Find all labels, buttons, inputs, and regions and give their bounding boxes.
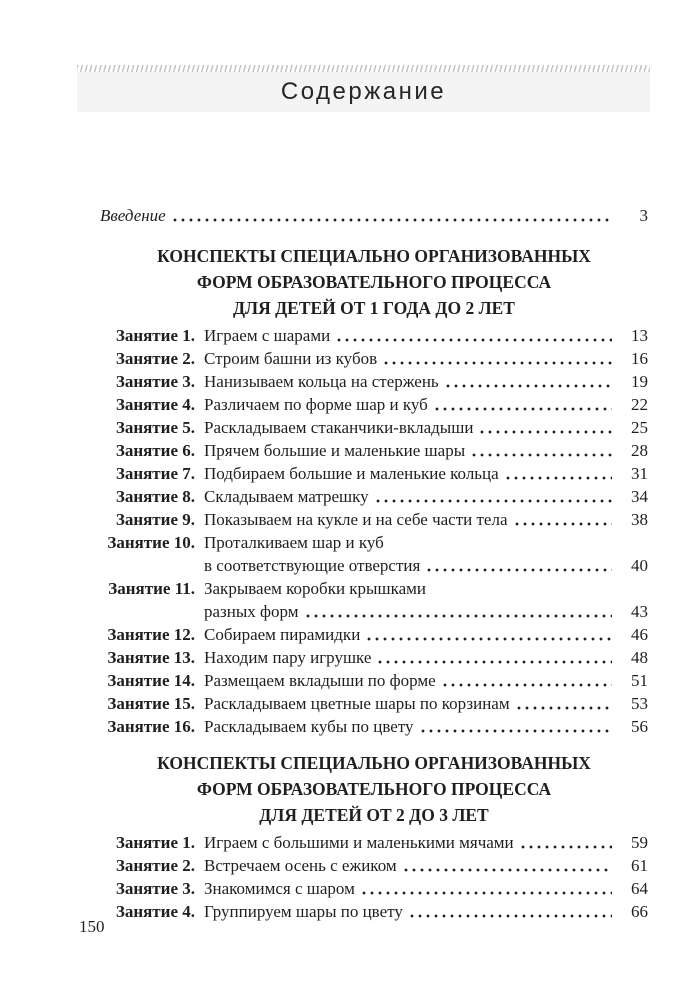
section-heading-line: ДЛЯ ДЕТЕЙ ОТ 2 ДО 3 ЛЕТ — [259, 805, 489, 825]
entry-label: Занятие 7. — [115, 464, 195, 483]
entry-label: Занятие 11. — [108, 579, 195, 598]
section-entries — [100, 831, 648, 923]
entry-page: 16 — [631, 349, 648, 368]
entry-label: Занятие 16. — [107, 717, 195, 736]
entry-page: 28 — [631, 441, 648, 460]
entry-page: 43 — [631, 602, 648, 621]
toc-entry — [100, 577, 648, 600]
entry-page: 19 — [631, 372, 648, 391]
entry-label: Занятие 4. — [115, 395, 195, 414]
entry-page: 66 — [631, 902, 648, 921]
toc-entry — [100, 324, 648, 347]
entry-page: 64 — [631, 879, 648, 898]
chapter-header — [77, 65, 650, 112]
entry-title: Играем с большими и маленькими мячами — [204, 833, 514, 852]
entry-title: Строим башни из кубов — [204, 349, 378, 368]
dot-leader — [470, 439, 612, 462]
entry-title: Играем с шарами — [204, 326, 331, 345]
entry-page: 61 — [631, 856, 648, 875]
entry-title: Проталкиваем шар и куб — [204, 533, 384, 552]
entry-label: Занятие 13. — [107, 648, 195, 667]
toc-entry — [100, 554, 648, 577]
entry-title: Раскладываем стаканчики-вкладыши — [204, 418, 474, 437]
toc-entry — [100, 416, 648, 439]
entry-label: Занятие 4. — [115, 902, 195, 921]
dot-leader — [408, 900, 612, 923]
entry-page: 56 — [631, 717, 648, 736]
dot-leader — [171, 204, 612, 227]
dot-leader — [304, 600, 612, 623]
toc-entry — [100, 393, 648, 416]
entry-label: Занятие 14. — [107, 671, 195, 690]
toc-entry — [100, 623, 648, 646]
toc-section — [100, 750, 648, 923]
toc-entry — [100, 646, 648, 669]
section-heading-line: КОНСПЕКТЫ СПЕЦИАЛЬНО ОРГАНИЗОВАННЫХ — [157, 753, 591, 773]
toc-entry — [100, 669, 648, 692]
section-heading-line: ФОРМ ОБРАЗОВАТЕЛЬНОГО ПРОЦЕССА — [196, 272, 552, 292]
entry-label: Занятие 2. — [115, 856, 195, 875]
dot-leader — [382, 347, 612, 370]
dot-leader — [376, 646, 612, 669]
toc-entry — [100, 715, 648, 738]
entry-page: 25 — [631, 418, 648, 437]
toc-section — [100, 243, 648, 738]
toc-entry — [100, 831, 648, 854]
toc-entry — [100, 370, 648, 393]
entry-title: Раскладываем кубы по цвету — [204, 717, 414, 736]
toc-entry — [100, 508, 648, 531]
toc-entry — [100, 347, 648, 370]
dot-leader — [441, 669, 612, 692]
entry-page: 38 — [631, 510, 648, 529]
dot-leader — [478, 416, 612, 439]
entry-label: Занятие 2. — [115, 349, 195, 368]
toc-entry — [100, 900, 648, 923]
entry-label: Занятие 10. — [107, 533, 195, 552]
dot-leader — [444, 370, 612, 393]
dot-leader — [425, 554, 612, 577]
entry-page: 40 — [631, 556, 648, 575]
entry-label: Занятие 1. — [115, 326, 195, 345]
entry-title: Прячем большие и маленькие шары — [204, 441, 466, 460]
entry-title: Собираем пирамидки — [204, 625, 361, 644]
toc-entry — [100, 485, 648, 508]
toc-entry — [100, 531, 648, 554]
entry-page: 53 — [631, 694, 648, 713]
entry-page: 59 — [631, 833, 648, 852]
entry-label: Занятие 3. — [115, 372, 195, 391]
dot-leader — [365, 623, 612, 646]
entry-title: Закрываем коробки крышками — [204, 579, 426, 598]
entry-title: Введение — [100, 206, 166, 225]
dot-leader — [374, 485, 612, 508]
page-title: Содержание — [280, 78, 447, 105]
section-heading — [100, 750, 648, 828]
dot-leader — [433, 393, 612, 416]
dot-leader — [360, 877, 612, 900]
header-band-body — [77, 72, 650, 112]
entry-title: Размещаем вкладыши по форме — [204, 671, 436, 690]
entry-title: Знакомимся с шаром — [204, 879, 355, 898]
section-heading — [100, 243, 648, 321]
section-heading-line: ДЛЯ ДЕТЕЙ ОТ 1 ГОДА ДО 2 ЛЕТ — [233, 298, 515, 318]
entry-label: Занятие 8. — [115, 487, 195, 506]
dot-leader — [513, 508, 613, 531]
entry-title: Нанизываем кольца на стержень — [204, 372, 439, 391]
dot-leader — [519, 831, 612, 854]
entry-label: Занятие 15. — [107, 694, 195, 713]
toc-sections — [100, 243, 648, 923]
page-number: 150 — [79, 917, 105, 936]
toc-entry — [100, 854, 648, 877]
toc-entry-introduction — [100, 204, 648, 227]
dot-leader — [402, 854, 612, 877]
entry-title: Различаем по форме шар и куб — [204, 395, 428, 414]
entry-page: 51 — [631, 671, 648, 690]
entry-title: Находим пару игрушке — [204, 648, 372, 667]
entry-title: Встречаем осень с ежиком — [204, 856, 397, 875]
toc-entry — [100, 462, 648, 485]
hatch-border — [77, 65, 650, 72]
entry-page: 22 — [631, 395, 648, 414]
entry-page: 48 — [631, 648, 648, 667]
toc-entry — [100, 600, 648, 623]
dot-leader — [504, 462, 612, 485]
dot-leader — [515, 692, 612, 715]
entry-page: 34 — [631, 487, 648, 506]
entry-title: в соответствующие отверстия — [204, 556, 421, 575]
entry-title: Показываем на кукле и на себе части тела — [204, 510, 508, 529]
entry-label: Занятие 3. — [115, 879, 195, 898]
entry-title: Складываем матрешку — [204, 487, 369, 506]
entry-page: 13 — [631, 326, 648, 345]
entry-page: 46 — [631, 625, 648, 644]
entry-page: 3 — [639, 206, 648, 225]
entry-label: Занятие 9. — [115, 510, 195, 529]
entry-label: Занятие 12. — [107, 625, 195, 644]
entry-title: разных форм — [204, 602, 299, 621]
section-heading-line: ФОРМ ОБРАЗОВАТЕЛЬНОГО ПРОЦЕССА — [196, 779, 552, 799]
dot-leader — [419, 715, 612, 738]
table-of-contents — [100, 204, 648, 923]
entry-label: Занятие 1. — [115, 833, 195, 852]
entry-title: Группируем шары по цвету — [204, 902, 403, 921]
entry-page: 31 — [631, 464, 648, 483]
entry-label: Занятие 6. — [115, 441, 195, 460]
entry-title: Подбираем большие и маленькие кольца — [204, 464, 499, 483]
toc-entry — [100, 439, 648, 462]
toc-entry — [100, 877, 648, 900]
entry-label: Занятие 5. — [115, 418, 195, 437]
entry-title: Раскладываем цветные шары по корзинам — [204, 694, 510, 713]
toc-entry — [100, 692, 648, 715]
dot-leader — [335, 324, 612, 347]
section-entries — [100, 324, 648, 738]
section-heading-line: КОНСПЕКТЫ СПЕЦИАЛЬНО ОРГАНИЗОВАННЫХ — [157, 246, 591, 266]
